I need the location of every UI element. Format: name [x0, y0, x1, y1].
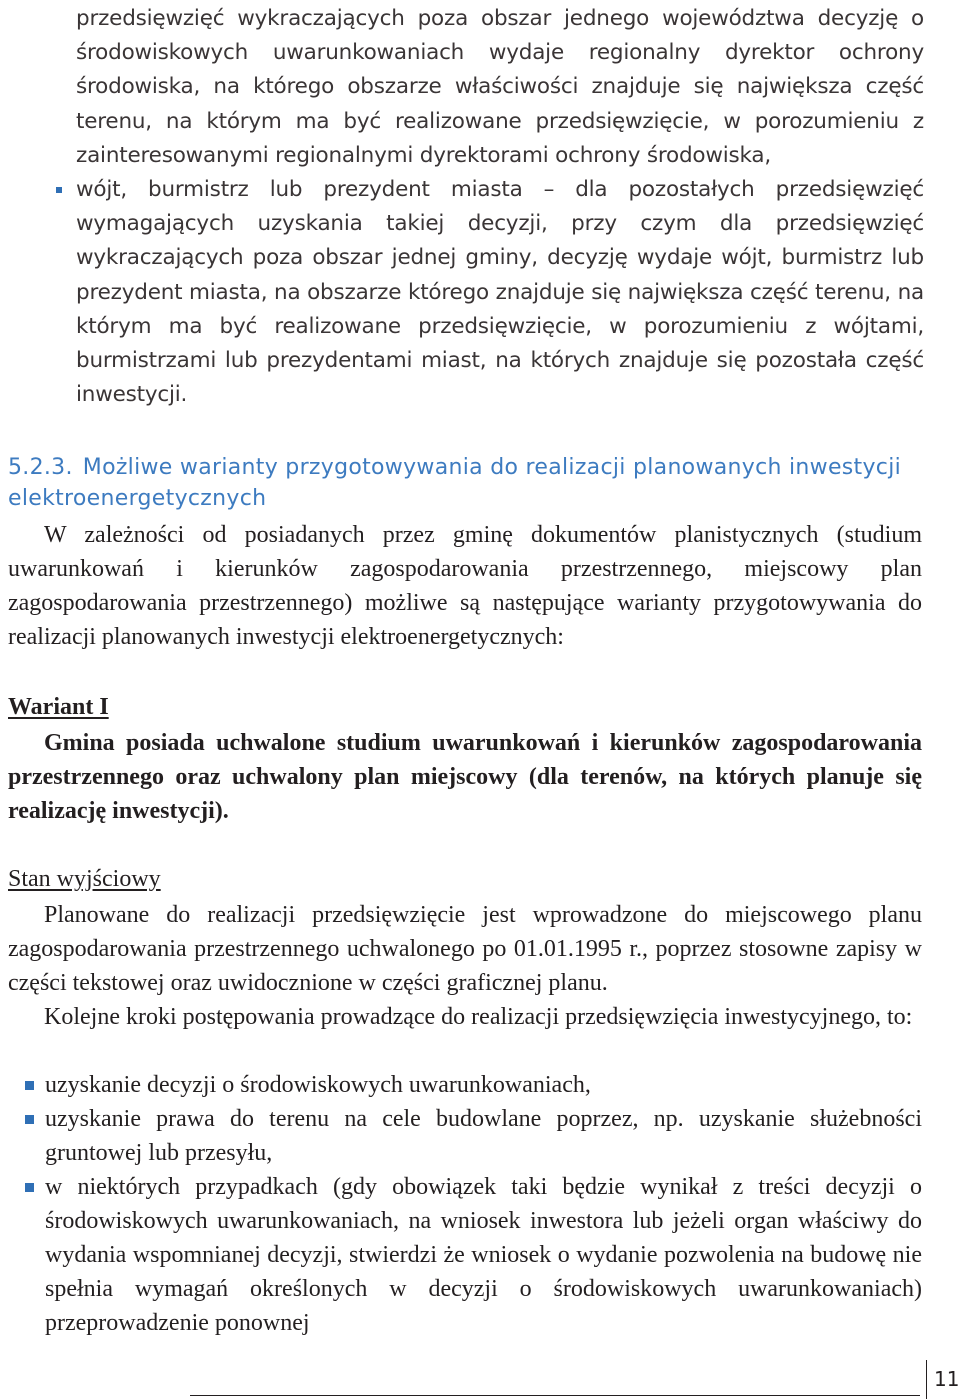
page-number-divider [926, 1360, 927, 1399]
list-item [8, 1102, 922, 1170]
bullet-item-wojt [76, 173, 924, 412]
list-item-text: w niektórych przypadkach (gdy obowiązek taki będzie wynikał z treści decyzji o środowiskowych uwarunkowaniach, na wniosek inwestora lub jeżeli organ właściwy do wydania wspomnianej decyzji, stwierdzi że wniosek o wydanie pozwolenia na budowę nie spełnia wymagań określonych w decyzji o środowiskowych uwarunkowaniach) przeprowadzenie ponownej [45, 1174, 922, 1336]
square-bullet-icon [25, 1183, 34, 1192]
footer-rule [190, 1395, 920, 1396]
list-item [8, 1170, 922, 1340]
wariant-title: Wariant I [8, 694, 109, 720]
section-heading [8, 452, 928, 514]
square-bullet-icon [25, 1081, 34, 1090]
section-title: Możliwe warianty przygotowywania do realizacji planowanych inwestycji elektroenergetycznych [8, 455, 902, 511]
list-item [8, 1068, 922, 1102]
list-item-text: uzyskanie decyzji o środowiskowych uwarunkowaniach, [45, 1072, 591, 1098]
steps-list [8, 1068, 922, 1340]
stan-title: Stan wyjściowy [8, 866, 161, 892]
list-item-text: uzyskanie prawa do terenu na cele budowlane poprzez, np. uzyskanie służebności gruntowej lub przesyłu, [45, 1106, 922, 1166]
stan-paragraph-2: Kolejne kroki postępowania prowadzące do realizacji przedsięwzięcia inwestycyjnego, to: [44, 1004, 913, 1030]
section-number: 5.2.3. [8, 455, 73, 480]
square-bullet-icon [25, 1115, 34, 1124]
continuation-block [76, 2, 924, 412]
stan-body [8, 898, 922, 1034]
square-bullet-icon [56, 187, 62, 193]
page-number: 11 [934, 1367, 960, 1391]
bullet-text: wójt, burmistrz lub prezydent miasta – dla pozostałych przedsięwzięć wymagających uzyskania takiej decyzji, przy czym dla przedsięwzięć wykraczających poza obszar jednej gminy, decyzję wydaje wójt, burmistrz lub prezydent miasta, na obszarze którego znajduje się największa część terenu, na którym ma być realizowane przedsięwzięcie, w porozumieniu z wójtami, burmistrzami lub prezydentami miast, na których znajduje się pozostała część inwestycji. [76, 177, 924, 408]
continuation-paragraph: przedsięwzięć wykraczających poza obszar jednego województwa decyzję o środowiskowych uwarunkowaniach wydaje regionalny dyrektor ochrony środowiska, na którego obszarze właściwości znajduje się największa część terenu, na którym ma być realizowane przedsięwzięcie, w porozumieniu z zainteresowanymi regionalnymi dyrektorami ochrony środowiska, [76, 6, 924, 168]
wariant-description: Gmina posiada uchwalone studium uwarunkowań i kierunków zagospodarowania przestrzennego oraz uchwalony plan miejscowy (dla terenów, na których planuje się realizację inwestycji). [8, 730, 922, 824]
section-intro: W zależności od posiadanych przez gminę dokumentów planistycznych (studium uwarunkowań i kierunków zagospodarowania przestrzennego, miejscowy plan zagospodarowania przestrzennego) możliwe są następujące warianty przygotowywania do realizacji planowanych inwestycji elektroenergetycznych: [8, 522, 922, 650]
stan-paragraph-1: Planowane do realizacji przedsięwzięcie jest wprowadzone do miejscowego planu zagospodarowania przestrzennego uchwalonego po 01.01.1995 r., poprzez stosowne zapisy w części tekstowej oraz uwidocznione w części graficznej planu. [8, 902, 922, 996]
